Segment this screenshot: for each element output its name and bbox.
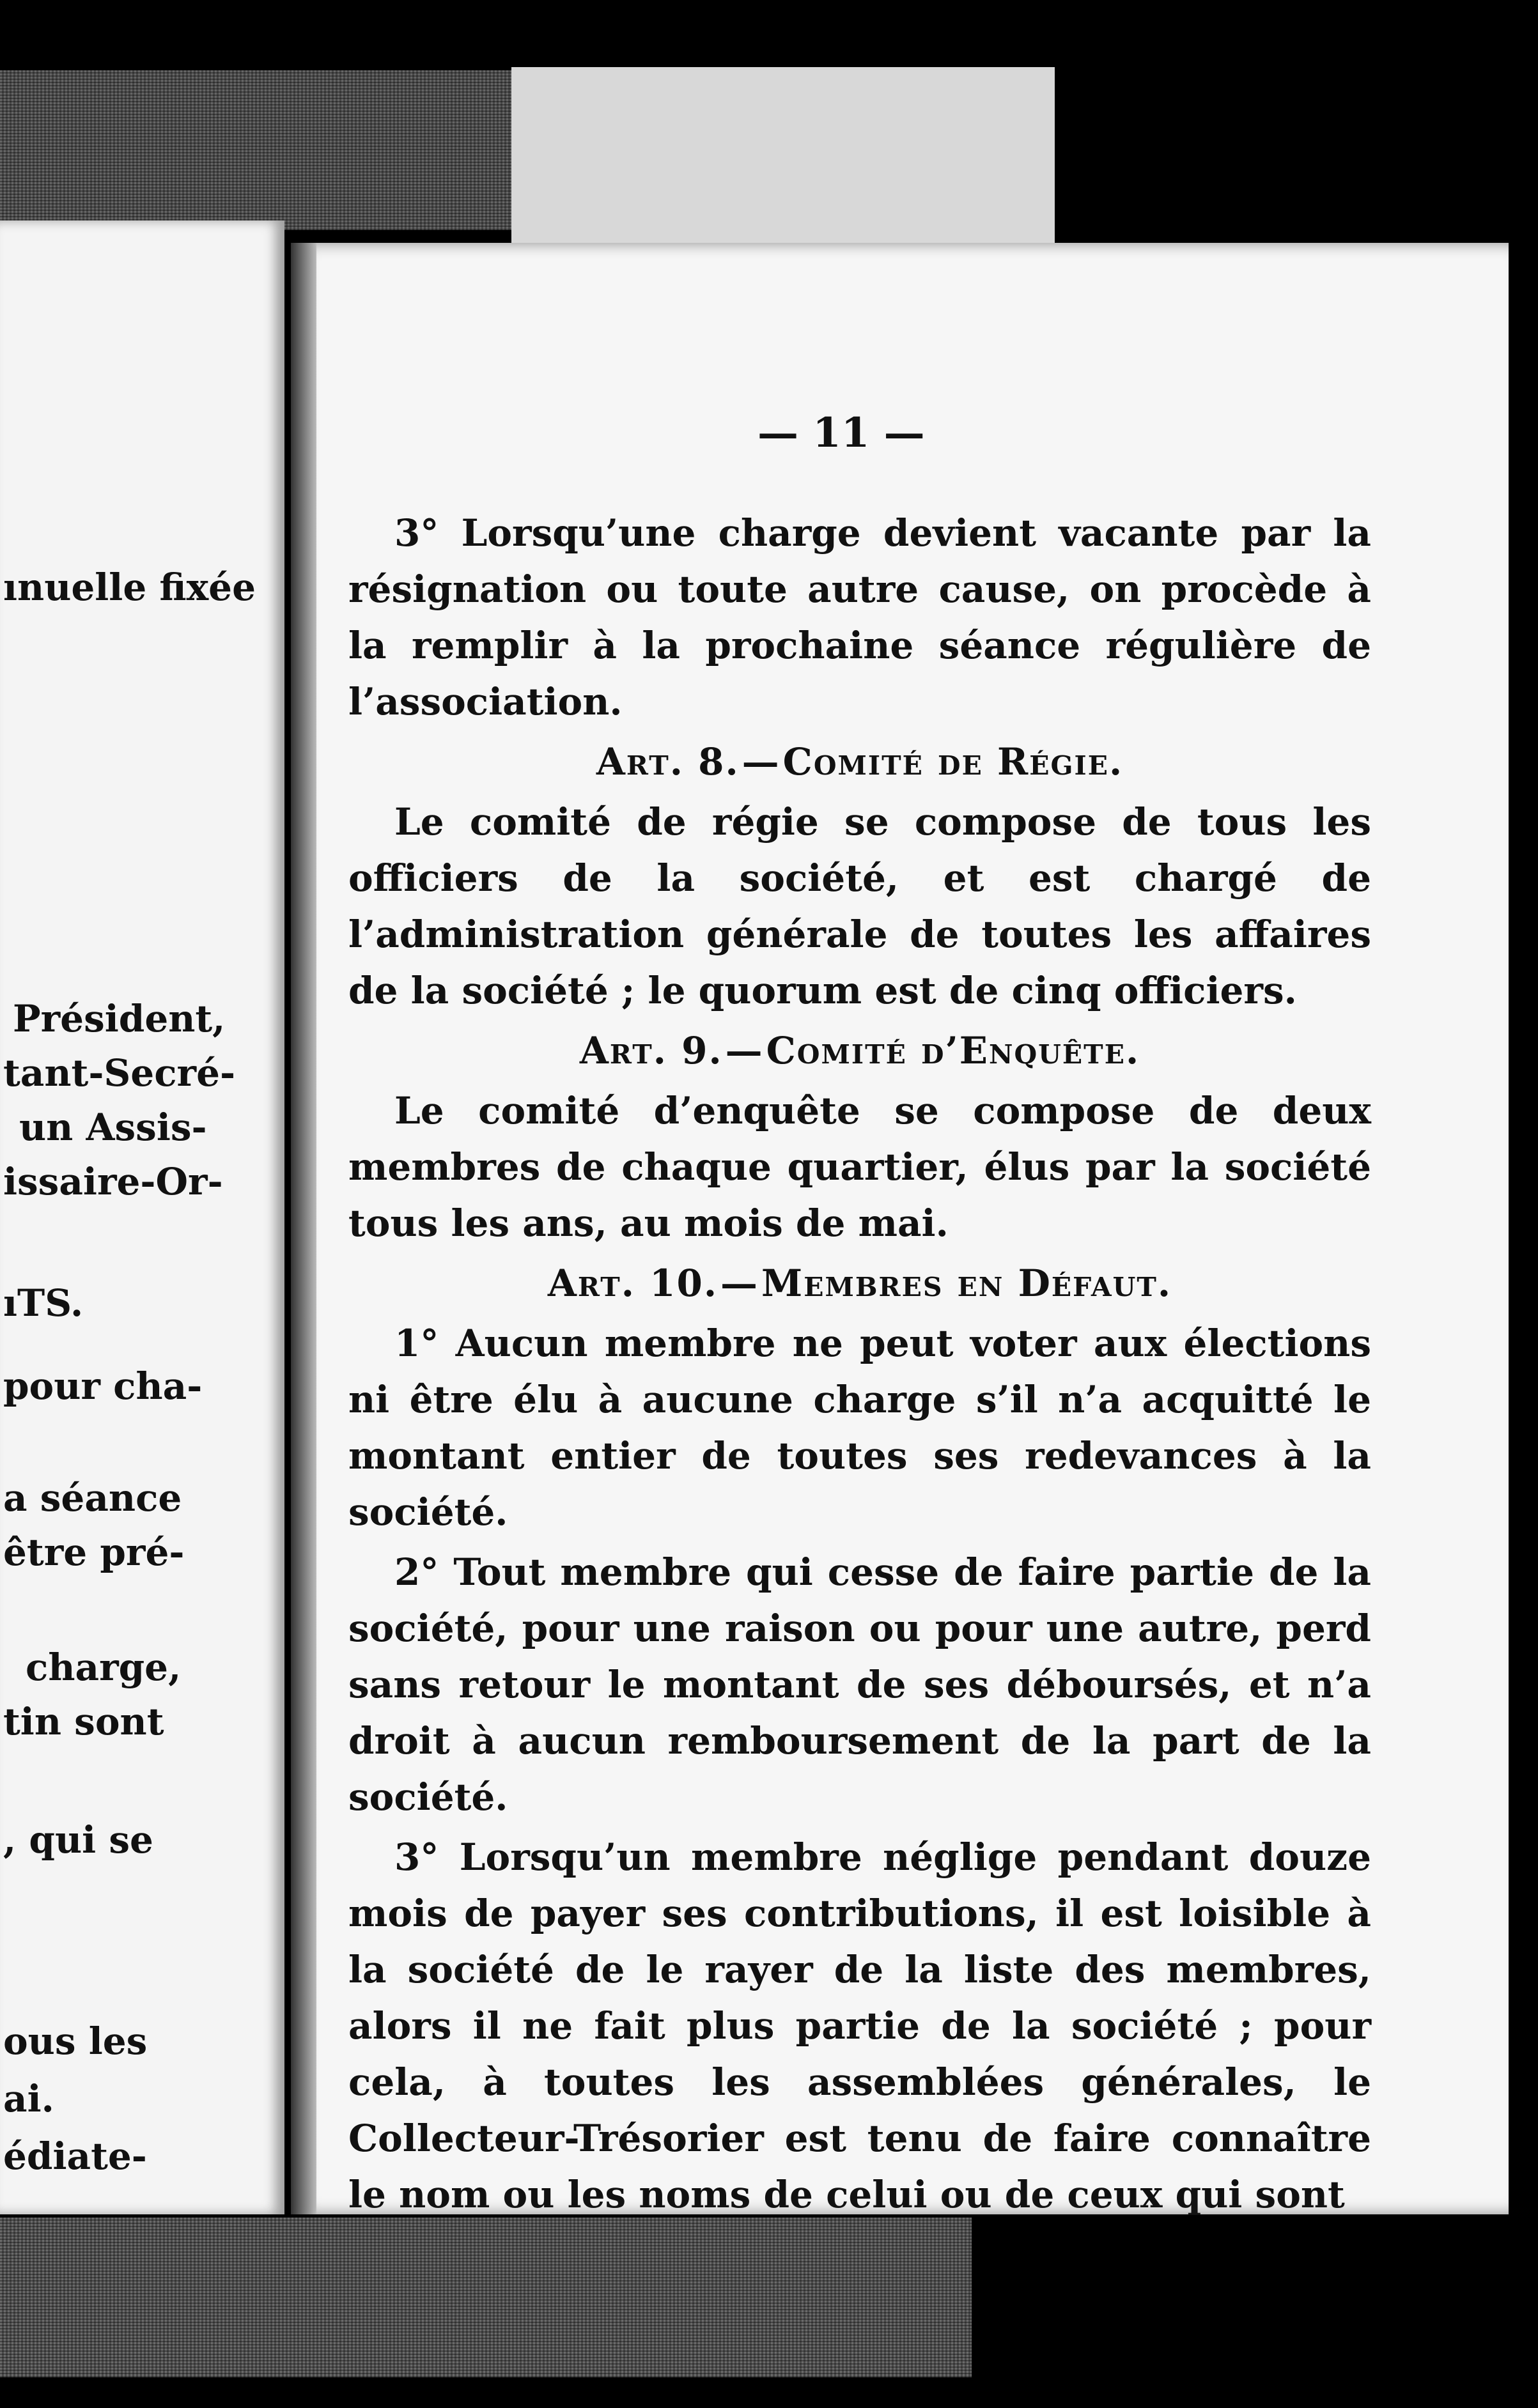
left-fragment: ınuelle fixée — [3, 566, 256, 609]
page-gutter-shadow — [291, 243, 316, 2214]
left-fragment: a séance — [3, 1476, 182, 1520]
left-fragment: ous les — [3, 2019, 148, 2063]
paragraph: Le comité de régie se compose de tous les officiers de la société, et est chargé de l’administration générale de toutes les affaires de la société ; le quorum est de cinq officiers. — [348, 800, 1371, 1012]
binding-cloth-top — [0, 70, 537, 230]
left-fragment: ıTS. — [3, 1281, 84, 1325]
paragraph: 1° Aucun membre ne peut voter aux élections ni être élu à aucune charge s’il n’a acquitté le montant entier de toutes ses redevances à la société. — [348, 1322, 1371, 1534]
article-label: Art. 9. — [579, 1029, 723, 1072]
left-fragment: édiate- — [3, 2134, 147, 2178]
page-text — [348, 505, 1371, 2227]
left-fragment: un Assis- — [19, 1106, 207, 1149]
binding-cloth-bottom — [0, 2218, 972, 2377]
paper-strip-top — [511, 67, 1055, 252]
article-heading: Art. 8.—Comité de Régie. — [596, 740, 1124, 783]
left-fragment: tin sont — [3, 1700, 164, 1743]
article-label: Art. 10. — [547, 1262, 719, 1305]
left-fragment: tant-Secré- — [3, 1051, 236, 1095]
article-label: Art. 8. — [596, 740, 740, 783]
facing-page-left — [0, 220, 284, 2214]
left-fragment: issaire-Or- — [3, 1160, 223, 1203]
paragraph: Le comité d’enquête se compose de deux membres de chaque quartier, élus par la société tous les ans, au mois de mai. — [348, 1089, 1371, 1245]
page-number: — 11 — — [757, 409, 925, 457]
left-fragment: être pré- — [3, 1531, 185, 1574]
article-title: Comité d’Enquête. — [766, 1029, 1140, 1072]
paragraph: 2° Tout membre qui cesse de faire partie de la société, pour une raison ou pour une autre, perd sans retour le montant de ses déboursés, et n’a droit à aucun remboursement de la part de la société. — [348, 1550, 1371, 1819]
left-fragment: , qui se — [3, 1818, 153, 1862]
left-fragment: pour cha- — [3, 1364, 203, 1408]
article-title: Comité de Régie. — [782, 740, 1124, 783]
left-fragment: ai. — [3, 2077, 54, 2120]
left-fragment: Président, — [13, 997, 226, 1040]
paragraph: 3° Lorsqu’une charge devient vacante par la résignation ou toute autre cause, on procède à la remplir à la prochaine séance régulière de l’association. — [348, 511, 1371, 723]
left-fragment: charge, — [26, 1646, 182, 1689]
paragraph: 3° Lorsqu’un membre néglige pendant douze mois de payer ses contributions, il est loisible à la société de le rayer de la liste des membres, alors il ne fait plus partie de la société ; pour cela, à toutes les assemblées générales, le Collecteur-Trésorier est tenu de faire connaître le nom ou les noms de celui ou de ceux qui sont — [348, 1835, 1371, 2216]
article-heading: Art. 10.—Membres en Défaut. — [547, 1262, 1172, 1305]
article-title: Membres en Défaut. — [761, 1262, 1172, 1305]
article-heading: Art. 9.—Comité d’Enquête. — [579, 1029, 1140, 1072]
